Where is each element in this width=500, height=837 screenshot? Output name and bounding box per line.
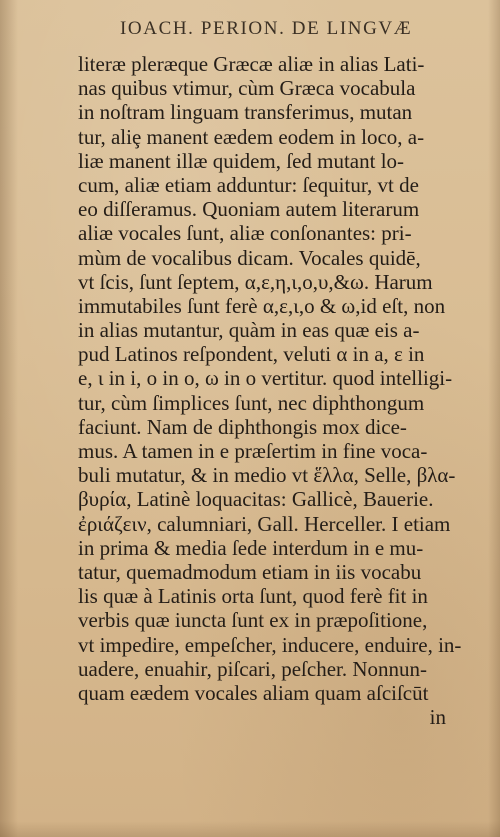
text-line: eo diſſeramus. Quoniam autem literarum xyxy=(78,197,420,222)
text-line: nas quibus vtimur, cùm Græca vocabula xyxy=(78,76,416,101)
text-line: liæ manent illæ quidem, ſed mutant lo- xyxy=(78,148,405,173)
running-header: IOACH. PERION. DE LINGVÆ xyxy=(120,18,413,39)
text-line: tur, cùm ſimplices ſunt, nec diphthongum xyxy=(78,390,425,415)
page-bottom-edge-shadow xyxy=(0,821,500,837)
text-line: in prima & media ſede interdum in e mu- xyxy=(78,535,424,560)
text-line: verbis quæ iuncta ſunt ex in præpoſitione, xyxy=(78,608,428,633)
text-line: aliæ vocales ſunt, aliæ conſonantes: pri- xyxy=(78,221,412,246)
text-line: uadere, enuahir, piſcari, peſcher. Nonnun- xyxy=(78,656,428,681)
text-line: faciunt. Nam de diphthongis mox dice- xyxy=(78,414,407,439)
text-line: tatur, quemadmodum etiam in iis vocabu xyxy=(78,559,422,584)
text-line: e, ι in i, ο in o, ω in o vertitur. quod intelligi- xyxy=(78,366,453,391)
text-line: buli mutatur, & in medio vt ἕλλα, Selle, βλα- xyxy=(78,463,456,488)
page-right-edge-shadow xyxy=(488,0,500,837)
text-line: vt impedire, empeſcher, inducere, enduire, in- xyxy=(78,632,462,657)
text-line: pud Latinos reſpondent, veluti α in a, ε in xyxy=(78,342,425,367)
text-line: quam eædem vocales aliam quam aſciſcūt xyxy=(78,680,429,705)
text-line: cum, aliæ etiam adduntur: ſequitur, vt de xyxy=(78,172,419,197)
page-left-edge-shadow xyxy=(0,0,18,837)
text-line: ἐριάζειν, calumniari, Gall. Herceller. I etiam xyxy=(78,511,451,536)
text-line: vt ſcis, ſunt ſeptem, α,ε,η,ι,ο,υ,&ω. Harum xyxy=(78,269,433,294)
text-line: immutabiles ſunt ferè α,ε,ι,ο & ω,id eſt, non xyxy=(78,293,446,318)
text-line: βυρία, Latinè loquacitas: Gallicè, Bauerie. xyxy=(78,487,434,512)
text-line: lis quæ à Latinis orta ſunt, quod ferè fit in xyxy=(78,584,428,609)
text-line: mus. A tamen in e præſertim in fine voca- xyxy=(78,439,428,463)
main-text-block xyxy=(78,52,462,730)
text-line: in noſtram linguam transferimus, mutan xyxy=(78,100,413,125)
text-line: in alias mutantur, quàm in eas quæ eis a- xyxy=(78,318,420,343)
catchword: in xyxy=(429,705,446,730)
text-line: tur, aliȩ manent eædem eodem in loco, a- xyxy=(78,124,425,149)
text-line: literæ pleræque Græcæ aliæ in alias Lati- xyxy=(78,52,425,76)
text-line: mùm de vocalibus dicam. Vocales quidē, xyxy=(78,245,421,270)
